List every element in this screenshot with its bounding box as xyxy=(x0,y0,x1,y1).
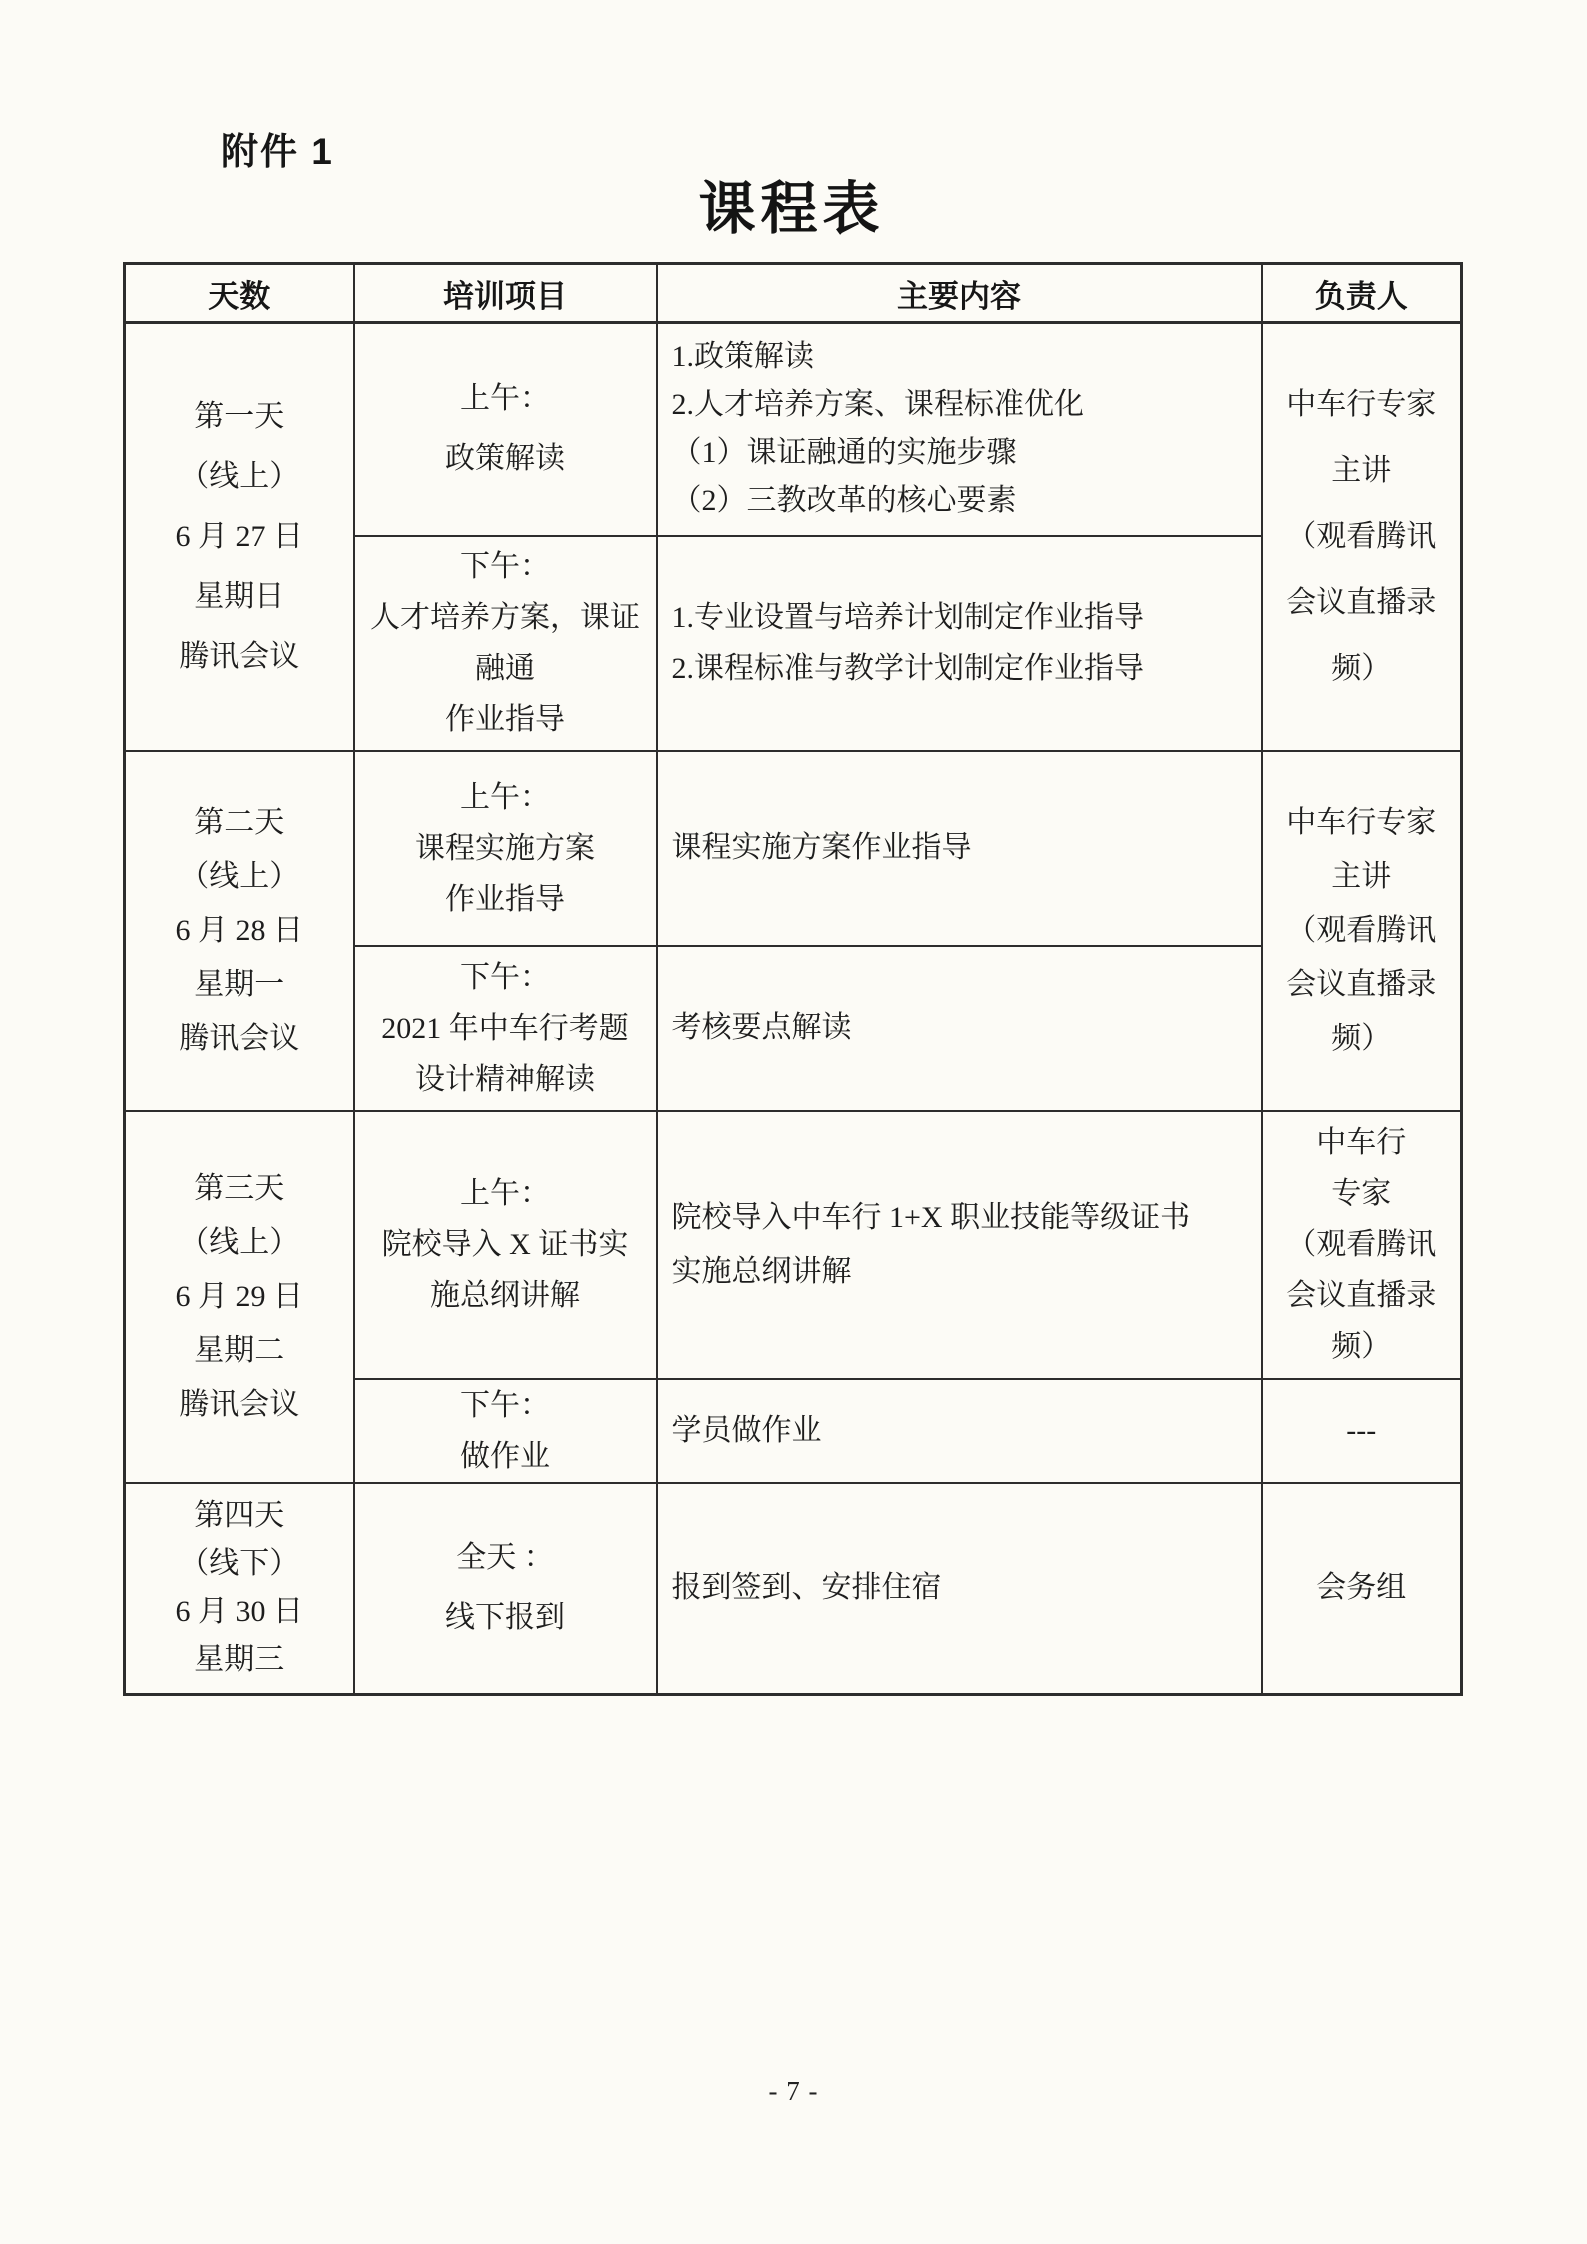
day1-morning-project-cell: 上午： 政策解读 xyxy=(354,323,657,536)
attachment-label: 附件 1 xyxy=(221,131,334,172)
day1-responsible-cell: 中车行专家 主讲 （观看腾讯 会议直播录 频） xyxy=(1262,323,1462,751)
day2-morning-project-cell: 上午： 课程实施方案 作业指导 xyxy=(354,751,657,946)
header-training-project: 培训项目 xyxy=(354,264,657,323)
day4-responsible-cell: 会务组 xyxy=(1262,1483,1462,1695)
header-responsible: 负责人 xyxy=(1262,264,1462,323)
day2-afternoon-project-cell: 下午： 2021 年中车行考题 设计精神解读 xyxy=(354,946,657,1111)
day2-day-cell: 第二天 （线上） 6 月 28 日 星期一 腾讯会议 xyxy=(125,751,354,1111)
day1-afternoon-project-cell: 下午： 人才培养方案，课证 融通 作业指导 xyxy=(354,536,657,751)
day1-day-cell: 第一天 （线上） 6 月 27 日 星期日 腾讯会议 xyxy=(125,323,354,751)
day2-afternoon-content-cell: 考核要点解读 xyxy=(657,946,1262,1111)
day4-row xyxy=(125,1483,1462,1695)
day1-afternoon-content-cell: 1.专业设置与培养计划制定作业指导 2.课程标准与教学计划制定作业指导 xyxy=(657,536,1262,751)
day2-morning-content-cell: 课程实施方案作业指导 xyxy=(657,751,1262,946)
day3-morning-content-cell: 院校导入中车行 1+X 职业技能等级证书 实施总纲讲解 xyxy=(657,1111,1262,1379)
day2-morning-row xyxy=(125,751,1462,946)
day3-morning-responsible-cell: 中车行 专家 （观看腾讯 会议直播录 频） xyxy=(1262,1111,1462,1379)
day3-morning-project-cell: 上午： 院校导入 X 证书实 施总纲讲解 xyxy=(354,1111,657,1379)
page-title: 课程表 xyxy=(698,178,885,241)
day3-afternoon-project-cell: 下午： 做作业 xyxy=(354,1379,657,1483)
header-main-content: 主要内容 xyxy=(657,264,1262,323)
day2-responsible-cell: 中车行专家 主讲 （观看腾讯 会议直播录 频） xyxy=(1262,751,1462,1111)
day4-content-cell: 报到签到、安排住宿 xyxy=(657,1483,1262,1695)
day1-morning-content-cell: 1.政策解读 2.人才培养方案、课程标准优化 （1）课证融通的实施步骤 （2）三教改革的核心要素 xyxy=(657,323,1262,536)
header-days: 天数 xyxy=(125,264,354,323)
day4-project-cell: 全天 ： 线下报到 xyxy=(354,1483,657,1695)
table-header-row xyxy=(125,264,1462,323)
page-number: - 7 - xyxy=(768,2076,819,2106)
day3-afternoon-responsible-cell: --- xyxy=(1262,1379,1462,1483)
day3-afternoon-content-cell: 学员做作业 xyxy=(657,1379,1262,1483)
day4-day-cell: 第四天 （线下） 6 月 30 日 星期三 xyxy=(125,1483,354,1695)
day1-morning-row xyxy=(125,323,1462,536)
day3-morning-row xyxy=(125,1111,1462,1379)
course-schedule-table xyxy=(123,262,1463,1696)
day3-day-cell: 第三天 （线上） 6 月 29 日 星期二 腾讯会议 xyxy=(125,1111,354,1483)
